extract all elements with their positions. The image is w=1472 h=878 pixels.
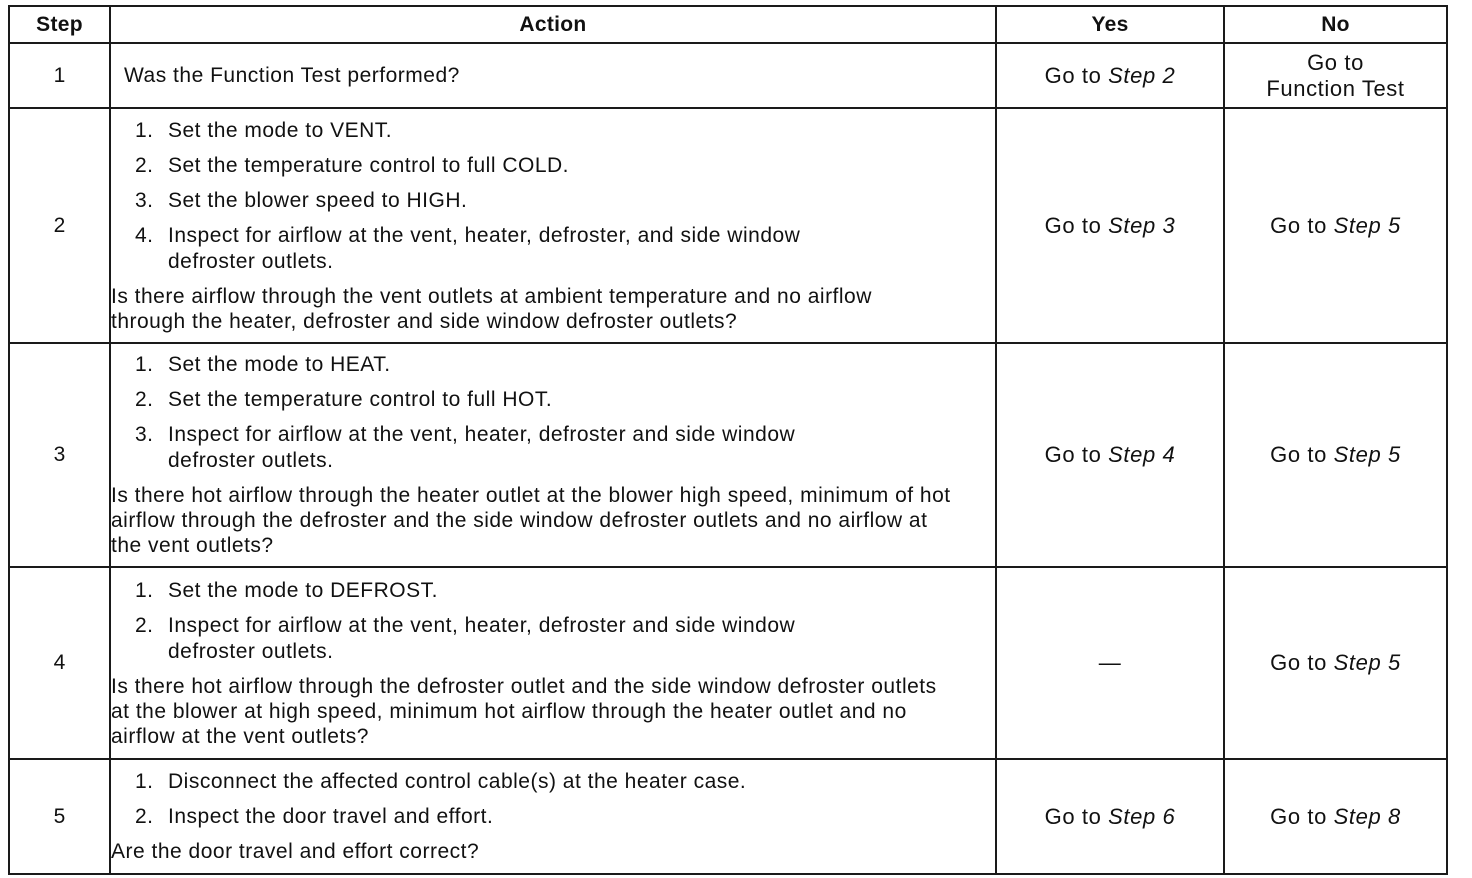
no-step-link: Step 5 — [1333, 442, 1401, 467]
instruction-text: Inspect the door travel and effort. — [168, 805, 494, 828]
step-number: 5 — [9, 759, 110, 874]
yes-prefix: Go to — [1044, 803, 1102, 829]
no-cell — [1224, 343, 1447, 567]
header-step: Step — [9, 6, 110, 43]
instruction-text: Disconnect the affected control cable(s) at the heater case. — [168, 770, 747, 793]
header-yes: Yes — [996, 6, 1224, 43]
table-row — [9, 567, 1447, 759]
action-cell — [110, 343, 996, 567]
no-prefix: Go to — [1270, 650, 1327, 675]
no-cell — [1224, 108, 1447, 343]
step-number: 4 — [9, 567, 110, 759]
yes-prefix: Go to — [1044, 212, 1102, 238]
table-row — [9, 343, 1447, 567]
instruction-number: 3. — [135, 188, 154, 212]
yes-prefix: Go to — [1044, 442, 1102, 467]
action-cell — [110, 759, 996, 874]
no-prefix: Go to — [1270, 442, 1327, 467]
no-line-2: Function Test — [1266, 75, 1405, 101]
instruction-text: Set the temperature control to full COLD. — [168, 153, 570, 177]
instruction-list — [111, 352, 995, 474]
instruction-item — [135, 153, 995, 179]
instruction-list — [111, 118, 995, 275]
yes-step-link: Step 6 — [1108, 803, 1176, 829]
no-prefix: Go to — [1270, 212, 1327, 238]
instruction-text: Set the blower speed to HIGH. — [168, 188, 468, 212]
no-step-link: Step 5 — [1333, 212, 1401, 238]
instruction-item — [135, 387, 995, 413]
instruction-text: Inspect for airflow at the vent, heater, defroster and side window defroster outlets. — [168, 423, 796, 472]
instruction-item — [135, 223, 888, 275]
step-number: 3 — [9, 343, 110, 567]
yes-cell — [996, 567, 1224, 759]
yes-cell — [996, 43, 1224, 108]
instruction-text: Set the mode to HEAT. — [168, 353, 391, 376]
instruction-number: 2. — [135, 805, 154, 828]
instruction-text: Set the temperature control to full HOT. — [168, 388, 553, 411]
instruction-item — [135, 118, 995, 144]
instruction-text: Inspect for airflow at the vent, heater, defroster and side window defroster outlets. — [168, 613, 796, 663]
action-question: Is there hot airflow through the heater outlet at the blower high speed, minimum of hot airflow through the defroster and the side window defroster outlets and no airflow at the vent outlets? — [111, 484, 951, 557]
no-cell — [1224, 567, 1447, 759]
action-cell — [110, 43, 996, 108]
no-cell — [1224, 759, 1447, 874]
instruction-number: 2. — [135, 153, 154, 177]
diagnostic-table — [8, 5, 1448, 875]
header-row — [9, 6, 1447, 43]
no-line-1: Go to — [1307, 49, 1364, 75]
instruction-number: 4. — [135, 223, 154, 247]
instruction-number: 2. — [135, 613, 154, 637]
instruction-number: 1. — [135, 578, 154, 602]
instruction-number: 2. — [135, 388, 154, 411]
table-row — [9, 108, 1447, 343]
yes-cell — [996, 759, 1224, 874]
step-number: 2 — [9, 108, 110, 343]
yes-step-link: Step 4 — [1108, 442, 1176, 467]
instruction-item — [135, 352, 995, 378]
instruction-item — [135, 804, 995, 830]
no-step-link: Step 8 — [1333, 803, 1401, 829]
instruction-number: 1. — [135, 118, 154, 142]
table-row — [9, 43, 1447, 108]
action-question: Are the door travel and effort correct? — [111, 840, 480, 863]
yes-prefix: Go to — [1044, 62, 1102, 88]
step-number: 1 — [9, 43, 110, 108]
instruction-item — [135, 613, 888, 665]
instruction-text: Inspect for airflow at the vent, heater, defroster, and side window defroster outlets. — [168, 223, 801, 273]
header-no: No — [1224, 6, 1447, 43]
table-row — [9, 759, 1447, 874]
instruction-item — [135, 422, 888, 474]
instruction-number: 3. — [135, 423, 154, 446]
instruction-list — [111, 769, 995, 830]
action-cell — [110, 567, 996, 759]
yes-cell — [996, 343, 1224, 567]
instruction-item — [135, 578, 995, 604]
action-cell — [110, 108, 996, 343]
no-step-link: Step 5 — [1333, 650, 1401, 675]
action-question: Is there airflow through the vent outlets at ambient temperature and no airflow through the heater, defroster and side window defroster outlets? — [111, 284, 872, 333]
header-action: Action — [110, 6, 996, 43]
yes-cell — [996, 108, 1224, 343]
action-question: Is there hot airflow through the defroster outlet and the side window defroster outlets at the blower at high speed, minimum hot airflow through the heater outlet and no airflow at the vent outlets? — [111, 674, 937, 748]
yes-dash: — — [1098, 650, 1122, 675]
instruction-item — [135, 769, 995, 795]
instruction-list — [111, 578, 995, 665]
no-prefix: Go to — [1270, 803, 1327, 829]
instruction-number: 1. — [135, 770, 154, 793]
no-cell — [1224, 43, 1447, 108]
yes-step-link: Step 2 — [1108, 62, 1176, 88]
instruction-item — [135, 188, 995, 214]
instruction-number: 1. — [135, 353, 154, 376]
action-question: Was the Function Test performed? — [124, 64, 460, 87]
instruction-text: Set the mode to VENT. — [168, 118, 393, 142]
instruction-text: Set the mode to DEFROST. — [168, 578, 438, 602]
yes-step-link: Step 3 — [1108, 212, 1176, 238]
